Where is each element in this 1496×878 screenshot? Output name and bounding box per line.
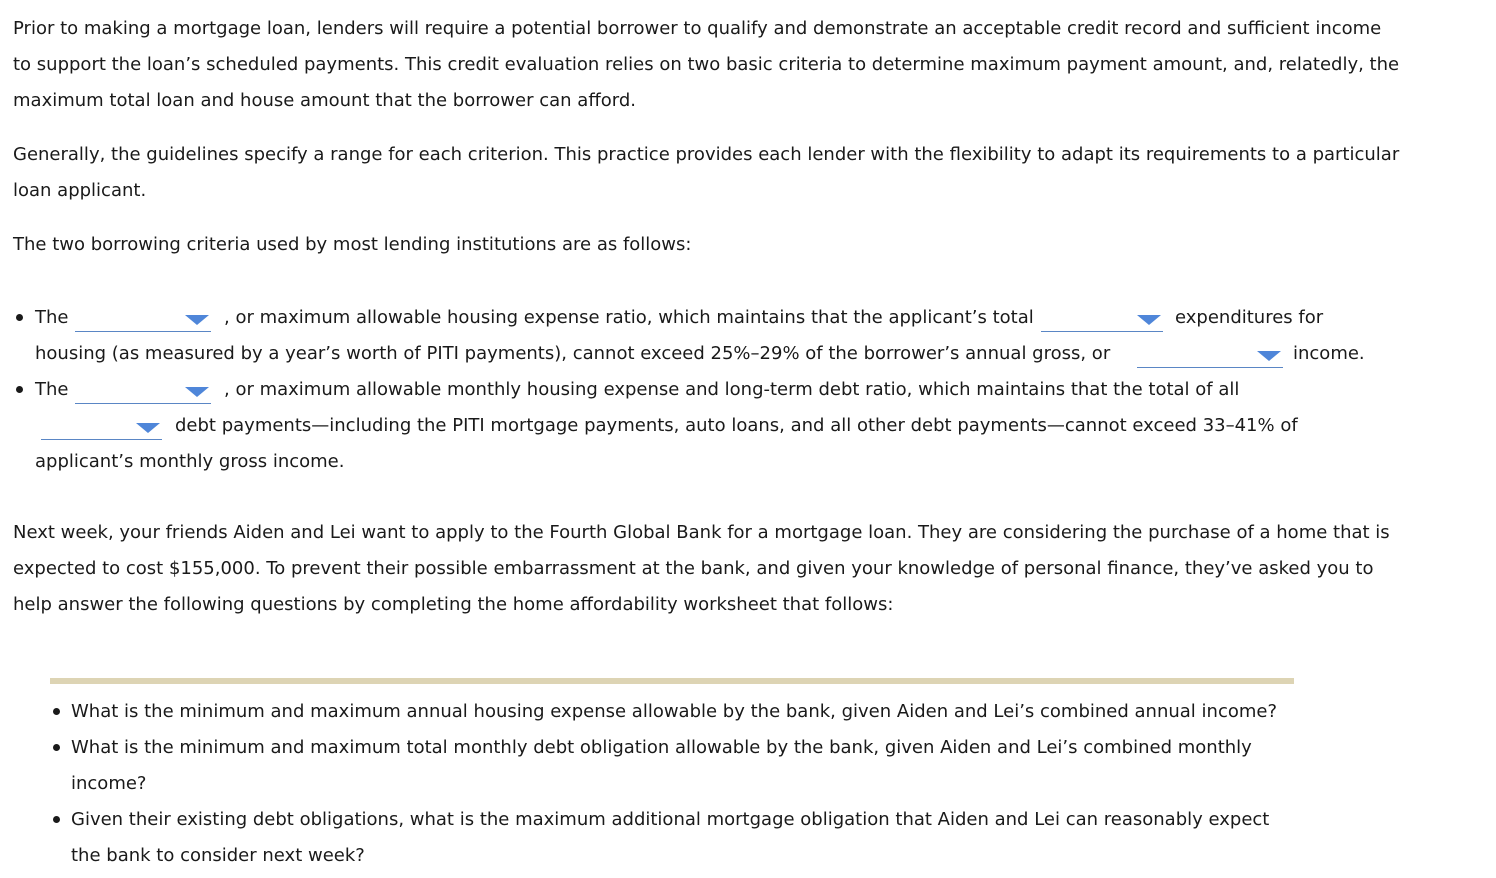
question-1: What is the minimum and maximum annual housing expense allowable by the bank, given Aiden and Lei’s combined annual income? xyxy=(71,701,1278,722)
criterion-2-line-3: applicant’s monthly gross income. xyxy=(35,451,345,472)
scenario-paragraph: Next week, your friends Aiden and Lei want to apply to the Fourth Global Bank for a mortgage loan. They are considering the purchase of a home that is expected to cost $155,000. To prevent their possible embarrassment at the bank, and given your knowledge of personal finance, they’ve asked you to help answer the following questions by completing the home affordability worksheet that follows: xyxy=(13,522,1390,615)
criterion-2-text-b: debt payments—including the PITI mortgage payments, auto loans, and all other debt payments—cannot exceed 33–41% of xyxy=(175,415,1298,436)
housing-ratio-name-dropdown[interactable] xyxy=(75,309,211,332)
debt-payment-type-dropdown[interactable] xyxy=(41,417,162,440)
chevron-down-icon xyxy=(1137,315,1161,325)
criterion-1-text-b: expenditures for xyxy=(1175,307,1324,328)
question-3-line-1: Given their existing debt obligations, what is the maximum additional mortgage obligation that Aiden and Lei can reasonably expect xyxy=(71,809,1270,830)
chevron-down-icon xyxy=(185,387,209,397)
bullet-dot xyxy=(16,314,23,321)
question-2-line-1: What is the minimum and maximum total monthly debt obligation allowable by the bank, given Aiden and Lei’s combined monthly xyxy=(71,737,1252,758)
question-3-line-2: the bank to consider next week? xyxy=(71,845,365,866)
bullet-dot xyxy=(53,816,60,823)
criterion-1-the: The xyxy=(35,307,69,328)
bullet-dot xyxy=(53,744,60,751)
bullet-dot xyxy=(16,386,23,393)
question-2-line-2: income? xyxy=(71,773,147,794)
debt-ratio-name-dropdown[interactable] xyxy=(75,381,211,404)
intro-paragraph-3: The two borrowing criteria used by most lending institutions are as follows: xyxy=(13,234,692,255)
bullet-dot xyxy=(53,708,60,715)
criterion-1-text-c: income. xyxy=(1293,343,1365,364)
criterion-1-text-a: , or maximum allowable housing expense ratio, which maintains that the applicant’s total xyxy=(224,307,1034,328)
housing-expenditure-type-dropdown[interactable] xyxy=(1041,309,1163,332)
criterion-2-the: The xyxy=(35,379,69,400)
chevron-down-icon xyxy=(185,315,209,325)
intro-paragraph-2: Generally, the guidelines specify a range for each criterion. This practice provides each lender with the flexibility to adapt its requirements to a particular loan applicant. xyxy=(13,144,1400,201)
chevron-down-icon xyxy=(136,423,160,433)
intro-paragraph-1: Prior to making a mortgage loan, lenders will require a potential borrower to qualify and demonstrate an acceptable credit record and sufficient income to support the loan’s scheduled payments. This credit evaluation relies on two basic criteria to determine maximum payment amount, and, relatedly, the maximum total loan and house amount that the borrower can afford. xyxy=(13,18,1400,111)
section-divider xyxy=(50,678,1294,684)
criterion-1-line-2: housing (as measured by a year’s worth of PITI payments), cannot exceed 25%–29% of the borrower’s annual gross, or xyxy=(35,343,1111,364)
income-type-dropdown[interactable] xyxy=(1137,345,1283,368)
chevron-down-icon xyxy=(1257,351,1281,361)
criterion-2-text-a: , or maximum allowable monthly housing expense and long-term debt ratio, which maintains that the total of all xyxy=(224,379,1240,400)
